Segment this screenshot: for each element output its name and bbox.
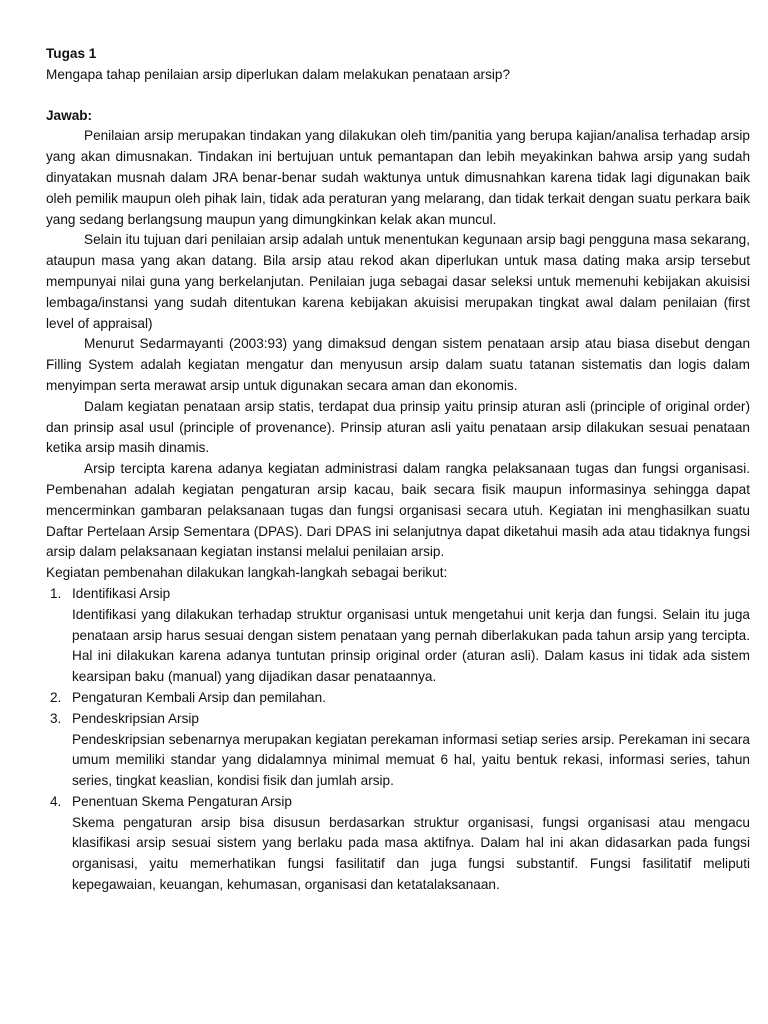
step-title: Pendeskripsian Arsip	[72, 710, 199, 726]
list-item	[46, 792, 750, 896]
step-title: Identifikasi Arsip	[72, 585, 171, 601]
question-text: Mengapa tahap penilaian arsip diperlukan dalam melakukan penataan arsip?	[46, 66, 511, 82]
list-item	[46, 584, 750, 688]
paragraph: Arsip tercipta karena adanya kegiatan administrasi dalam rangka pelaksanaan tugas dan fungsi organisasi. Pembenahan adalah kegiatan pengaturan arsip kacau, baik secara fisik maupun informasinya sehingga dapat mencerminkan gambaran pelaksanaan tugas dan fungsi organisasi secara utuh. Kegiatan ini menghasilkan suatu Daftar Pertelaan Arsip Sementara (DPAS). Dari DPAS ini selanjutnya dapat diketahui masih ada atau tidaknya fungsi arsip dalam pelaksanaan kegiatan instansi melalui penilaian arsip.	[46, 461, 750, 560]
answer-label: Jawab:	[46, 107, 93, 123]
step-description: Pendeskripsian sebenarnya merupakan kegiatan perekaman informasi setiap series arsip. Perekaman ini secara umum memiliki standar yang didalamnya minimal memuat 6 hal, yaitu bentuk rekasi, informasi series, tahun series, tingkat keaslian, kondisi fisik dan jumlah arsip.	[72, 731, 750, 789]
step-title: Penentuan Skema Pengaturan Arsip	[72, 793, 292, 809]
step-number: 2.	[50, 689, 62, 705]
step-description: Identifikasi yang dilakukan terhadap struktur organisasi untuk mengetahui unit kerja dan fungsi. Selain itu juga penataan arsip harus sesuai dengan sistem penataan yang pernah diberlakukan pada tahun arsip yang tercipta. Hal ini dilakukan karena adanya tuntutan prinsip original order (aturan asli). Dalam kasus ini tidak ada sistem kearsipan baku (manual) yang dijadikan dasar penataannya.	[72, 606, 750, 685]
step-number: 1.	[50, 585, 62, 601]
paragraph: Selain itu tujuan dari penilaian arsip adalah untuk menentukan kegunaan arsip bagi pengguna masa sekarang, ataupun masa yang akan datang. Bila arsip atau rekod akan diperlukan untuk masa dating maka arsip tersebut mempunyai nilai guna yang berkelanjutan. Penilaian juga sebagai dasar seleksi untuk memenuhi kebijakan akuisisi lembaga/instansi yang sudah ditentukan karena kebijakan akuisisi merupakan tingkat awal dalam penilaian (first level of appraisal)	[46, 232, 750, 331]
document-title: Tugas 1	[46, 46, 97, 61]
paragraph: Dalam kegiatan penataan arsip statis, terdapat dua prinsip yaitu prinsip aturan asli (principle of original order) dan prinsip asal usul (principle of provenance). Prinsip aturan asli yaitu penataan arsip dilakukan sesuai penataan ketika arsip masih dinamis.	[46, 398, 750, 456]
steps-list	[46, 584, 750, 896]
step-number: 4.	[50, 793, 62, 809]
step-title: Pengaturan Kembali Arsip dan pemilahan.	[72, 689, 326, 705]
list-item	[46, 709, 750, 792]
list-item	[46, 688, 750, 709]
step-number: 3.	[50, 710, 62, 726]
steps-intro: Kegiatan pembenahan dilakukan langkah-langkah sebagai berikut:	[46, 565, 448, 581]
document-page	[46, 44, 750, 896]
step-description: Skema pengaturan arsip bisa disusun berdasarkan struktur organisasi, fungsi organisasi atau mengacu klasifikasi arsip sesuai sistem yang berlaku pada masa aktifnya. Dalam hal ini akan didasarkan pada fungsi organisasi, yaitu memerhatikan fungsi fasilitatif dan juga fungsi substantif. Fungsi fasilitatif meliputi kepegawaian, keuangan, kehumasan, organisasi dan ketatalaksanaan.	[72, 814, 750, 893]
paragraph: Menurut Sedarmayanti (2003:93) yang dimaksud dengan sistem penataan arsip atau biasa disebut dengan Filling System adalah kegiatan mengatur dan menyusun arsip dalam suatu tatanan sistematis dan logis dalam menyimpan serta merawat arsip untuk digunakan secara aman dan ekonomis.	[46, 336, 750, 393]
paragraph: Penilaian arsip merupakan tindakan yang dilakukan oleh tim/panitia yang berupa kajian/analisa terhadap arsip yang akan dimusnakan. Tindakan ini bertujuan untuk pemantapan dan lebih meyakinkan bahwa arsip yang sudah dinyatakan musnah dalam JRA benar-benar sudah waktunya untuk dimusnahkan karena tidak lagi digunakan baik oleh pemilik maupun oleh pihak lain, tidak ada peraturan yang melarang, dan tidak terkait dengan suatu perkara baik yang sedang berlangsung maupun yang dimungkinkan kelak akan muncul.	[46, 128, 750, 227]
